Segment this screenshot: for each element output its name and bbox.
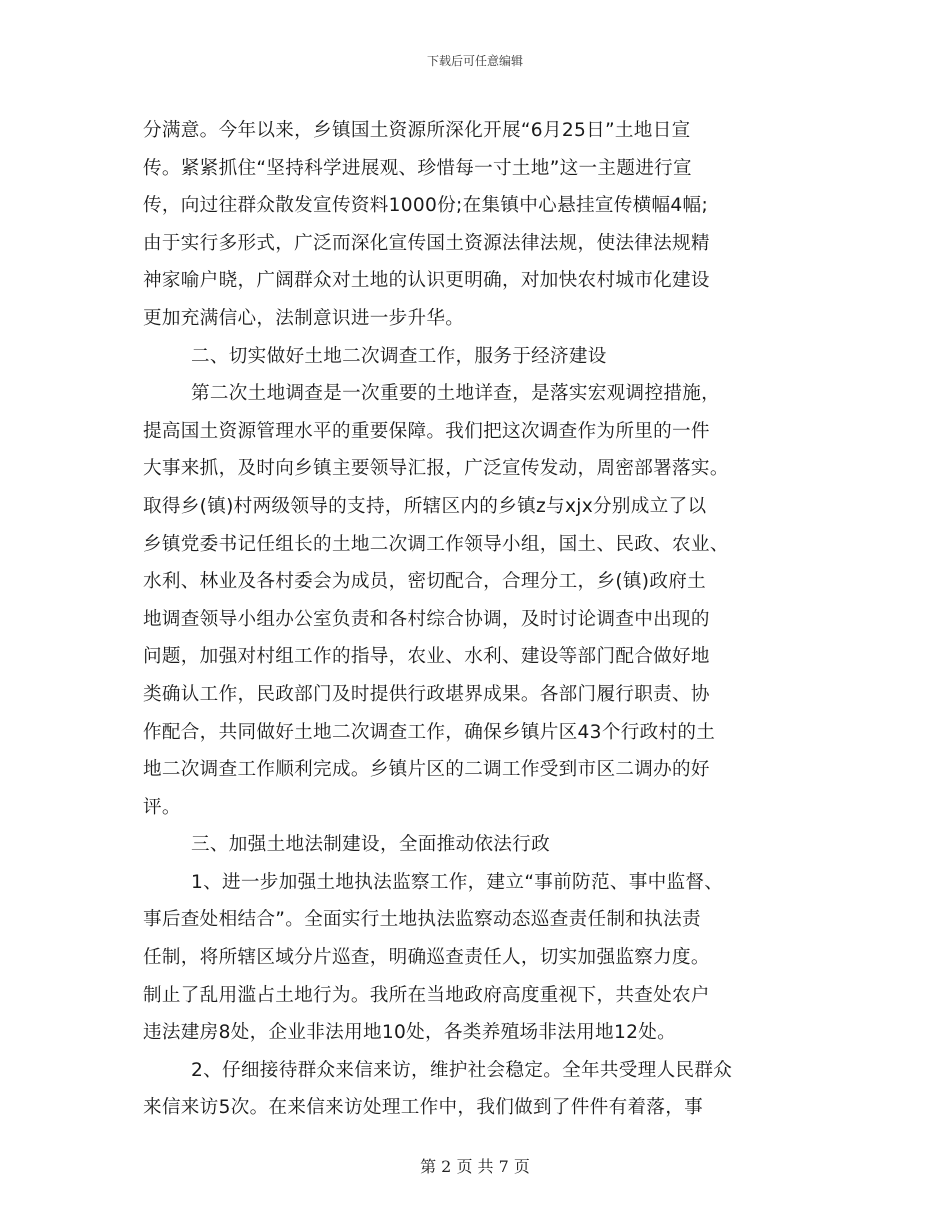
text-line: 大事来抓，及时向乡镇主要领导汇报，广泛宣传发动，周密部署落实。 [143,458,729,480]
text-line: 提高国土资源管理水平的重要保障。我们把这次调查作为所里的一件 [143,420,710,442]
text-line: 违法建房8处，企业非法用地10处，各类养殖场非法用地12处。 [143,1022,676,1044]
text-line: 传，向过往群众散发宣传资料1000份;在集镇中心悬挂宣传横幅4幅; [143,195,709,217]
text-line: 更加充满信心，法制意识进一步升华。 [143,307,465,329]
page-number: 第 2 页 共 7 页 [420,1157,530,1176]
text-line: 评。 [143,796,181,818]
text-line: 2、仔细接待群众来信来访，维护社会稳定。全年共受理人民群众 [191,1059,733,1081]
text-line: 二、切实做好土地二次调查工作，服务于经济建设 [191,345,607,367]
text-line: 1、进一步加强土地执法监察工作，建立“事前防范、事中监督、 [191,871,724,893]
text-line: 问题，加强对村组工作的指导，农业、水利、建设等部门配合做好地 [143,646,710,668]
text-line: 水利、林业及各村委会为成员，密切配合，合理分工，乡(镇)政府土 [143,571,707,593]
text-line: 神家喻户晓，广阔群众对土地的认识更明确，对加快农村城市化建设 [143,270,710,292]
text-line: 作配合，共同做好土地二次调查工作，确保乡镇片区43个行政村的土 [143,721,716,743]
text-line: 传。紧紧抓住“坚持科学进展观、珍惜每一寸土地”这一主题进行宣 [143,157,692,179]
document-body [143,112,810,1127]
text-line: 地二次调查工作顺利完成。乡镇片区的二调工作受到市区二调办的好 [143,759,710,781]
text-line: 事后查处相结合”。全面实行土地执法监察动态巡查责任制和执法责 [143,909,701,931]
text-line: 由于实行多形式，广泛而深化宣传国土资源法律法规，使法律法规精 [143,232,710,254]
text-line: 分满意。今年以来，乡镇国土资源所深化开展“6月25日”土地日宣 [143,120,691,141]
text-line: 类确认工作，民政部门及时提供行政堪界成果。各部门履行职责、协 [143,683,710,705]
header-note: 下载后可任意编辑 [426,54,523,68]
text-line: 任制，将所辖区域分片巡查，明确巡查责任人，切实加强监察力度。 [143,947,710,969]
text-line: 来信来访5次。在来信来访处理工作中，我们做到了件件有着落，事 [143,1097,704,1119]
text-line: 第二次土地调查是一次重要的土地详查，是落实宏观调控措施， [191,383,721,405]
text-line: 制止了乱用滥占土地行为。我所在当地政府高度重视下，共查处农户 [143,984,710,1006]
text-line: 地调查领导小组办公室负责和各村综合协调，及时讨论调查中出现的 [143,608,710,630]
text-line: 取得乡(镇)村两级领导的支持，所辖区内的乡镇z与xjx分别成立了以 [143,495,707,517]
text-line: 乡镇党委书记任组长的土地二次调工作领导小组，国土、民政、农业、 [143,533,729,555]
text-line: 三、加强土地法制建设，全面推动依法行政 [191,834,550,856]
